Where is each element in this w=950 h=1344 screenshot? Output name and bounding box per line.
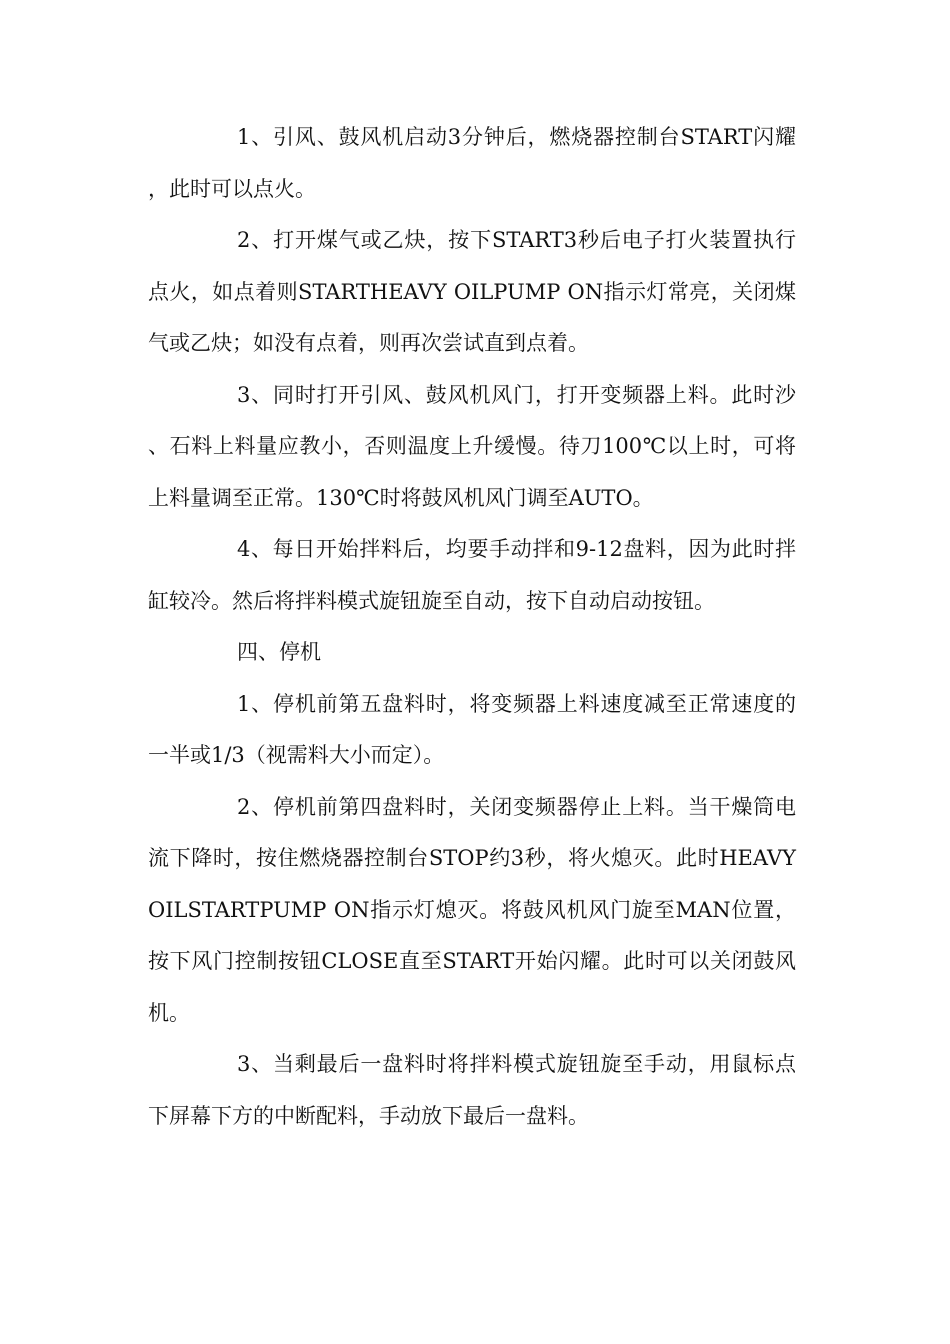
paragraph-startup-step-2: 2、打开煤气或乙炔，按下START3秒后电子打火装置执行点火，如点着则STARTHEAVY OILPUMP ON指示灯常亮，关闭煤气或乙炔；如没有点着，则再次尝试直到点着。: [148, 228, 796, 355]
paragraph-startup-step-1: 1、引风、鼓风机启动3分钟后，燃烧器控制台START闪耀，此时可以点火。: [148, 125, 796, 201]
paragraph-startup-step-3: 3、同时打开引风、鼓风机风门，打开变频器上料。此时沙、石料上料量应教小，否则温度上升缓慢。待刀100℃以上时，可将上料量调至正常。130℃时将鼓风机风门调至AUTO。: [148, 382, 796, 510]
paragraph-shutdown-step-1: 1、停机前第五盘料时，将变频器上料速度减至正常速度的一半或1/3（视需料大小而定）。: [148, 691, 796, 767]
paragraph-startup-step-4: 4、每日开始拌料后，均要手动拌和9-12盘料，因为此时拌缸较冷。然后将拌料模式旋钮旋至自动，按下自动启动按钮。: [148, 537, 796, 613]
document-body: [148, 112, 796, 1142]
section-heading-shutdown: 四、停机: [237, 640, 321, 664]
paragraph-shutdown-step-3: 3、当剩最后一盘料时将拌料模式旋钮旋至手动，用鼠标点下屏幕下方的中断配料，手动放下最后一盘料。: [148, 1052, 796, 1128]
paragraph-shutdown-step-2: 2、停机前第四盘料时，关闭变频器停止上料。当干燥筒电流下降时，按住燃烧器控制台STOP约3秒，将火熄灭。此时HEAVY OILSTARTPUMP ON指示灯熄灭。将鼓风机风门旋至MAN位置，按下风门控制按钮CLOSE直至START开始闪耀。此时可以关闭鼓风机。: [148, 794, 796, 1025]
